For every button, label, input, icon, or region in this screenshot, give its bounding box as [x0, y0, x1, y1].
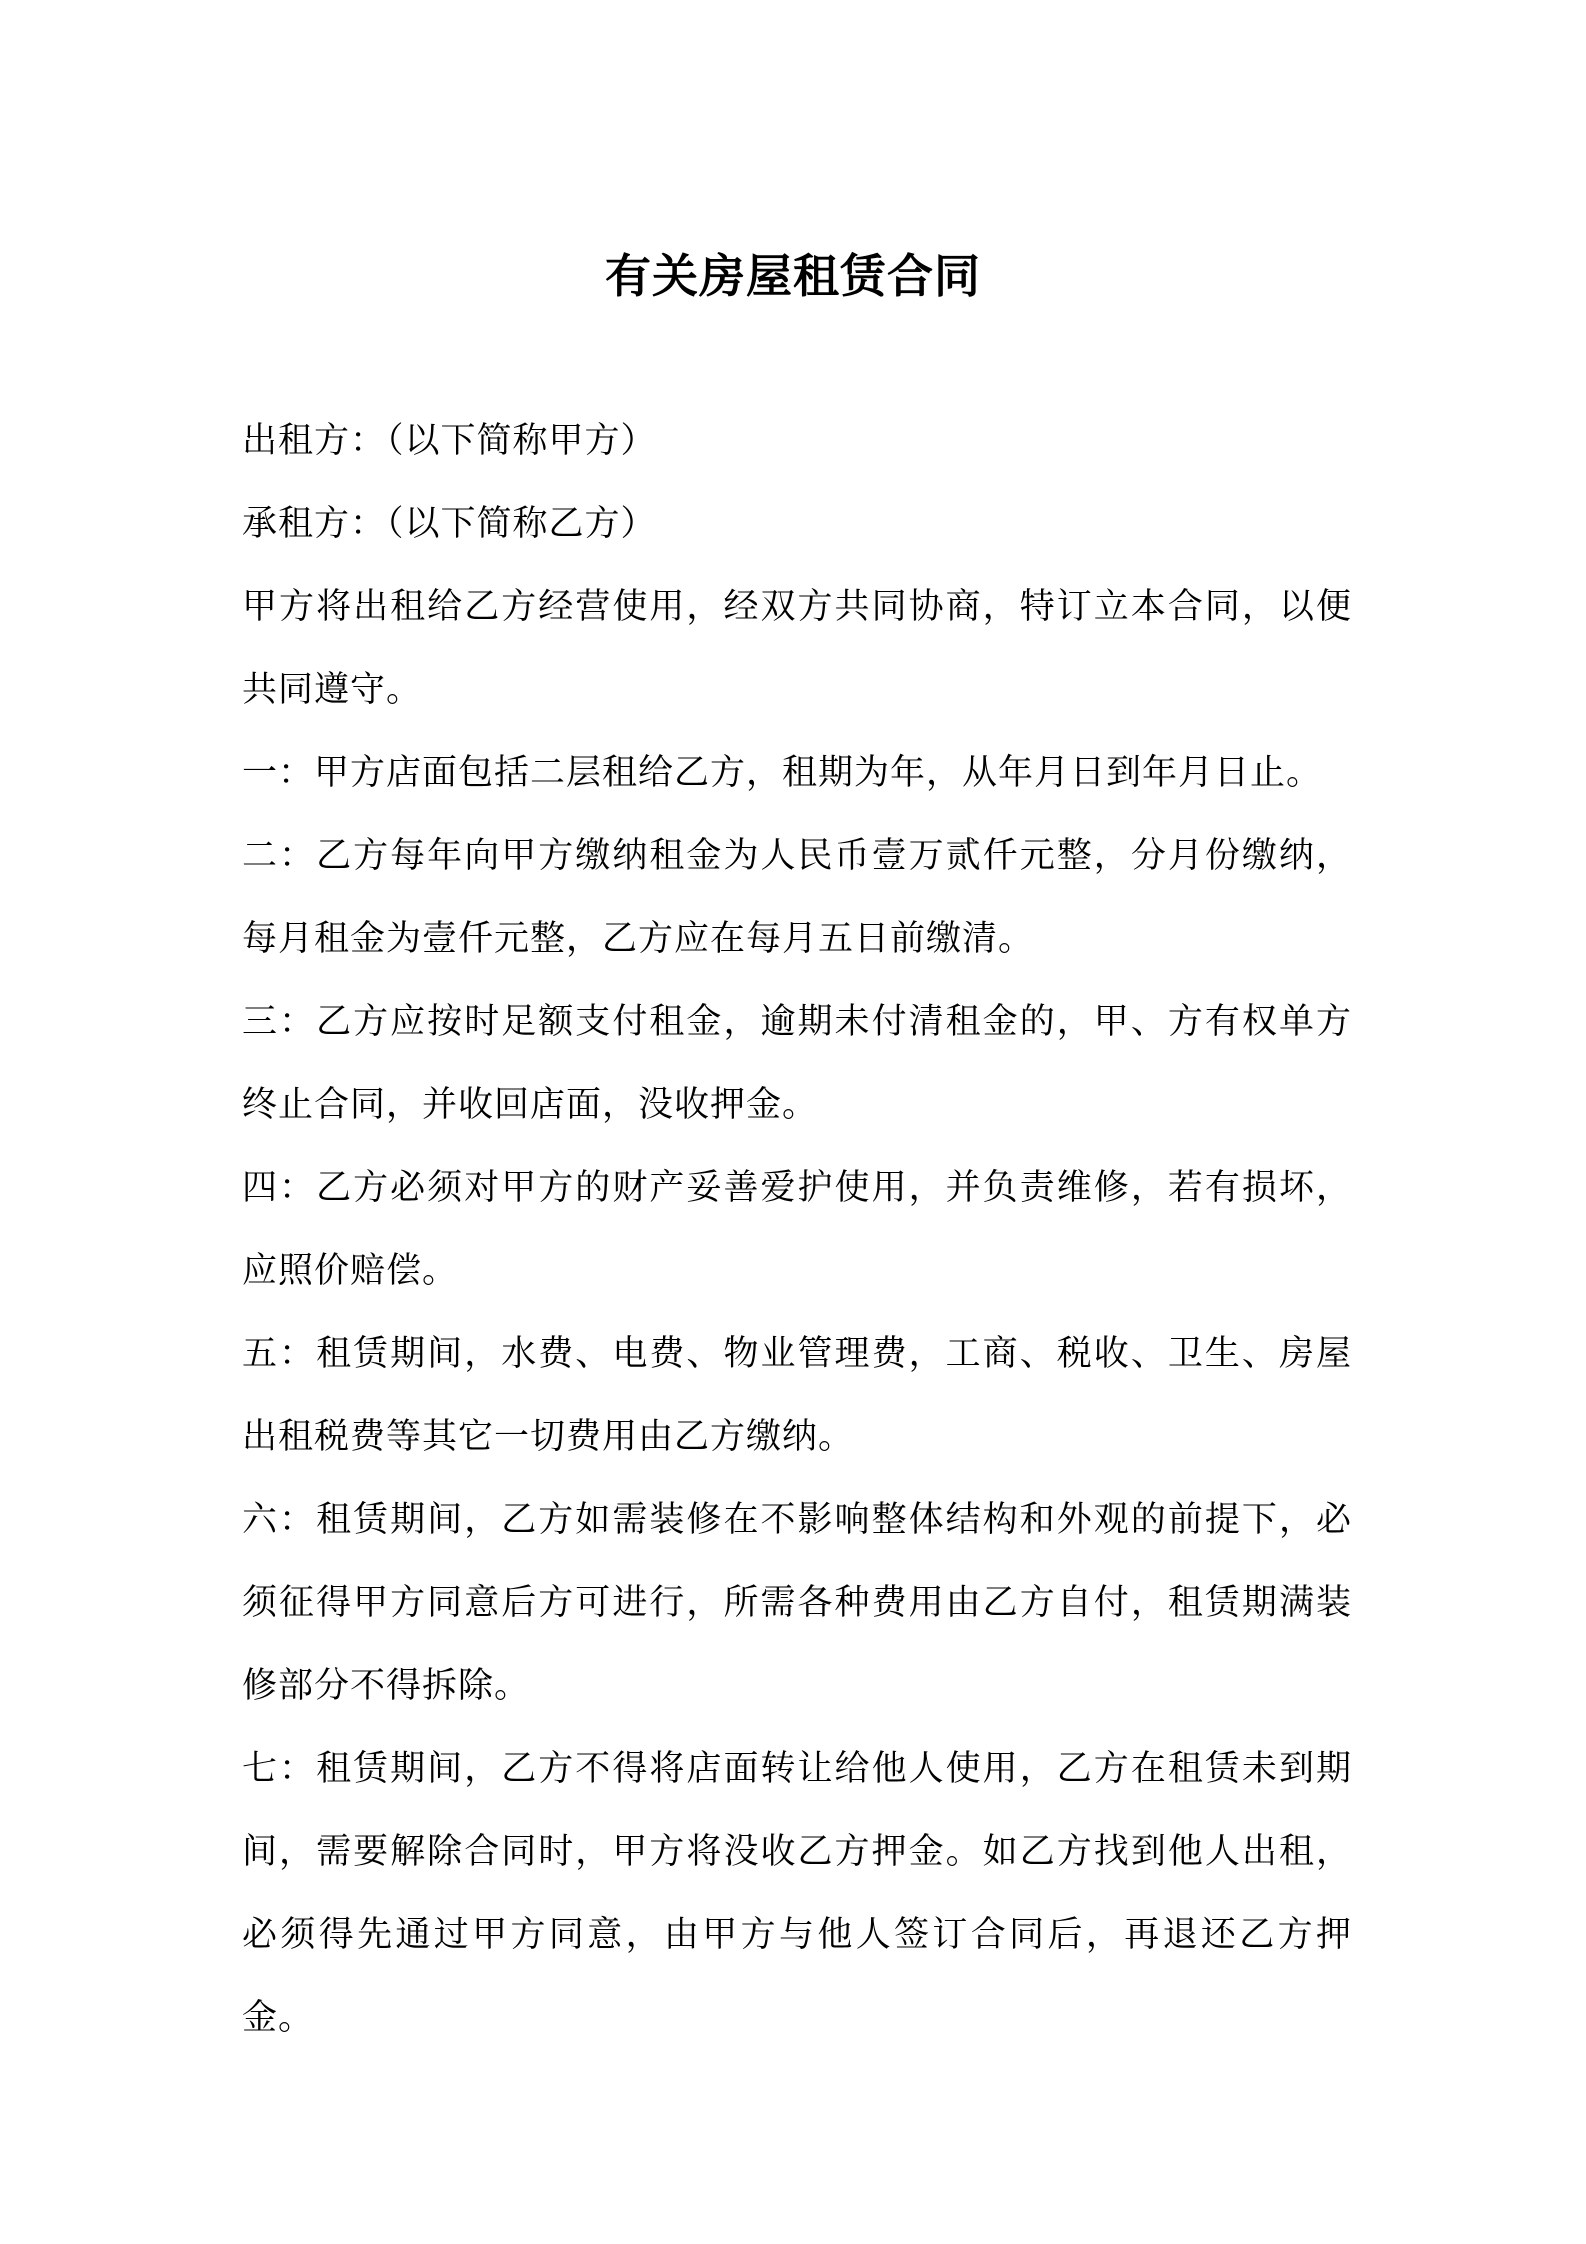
clause-3: 三：乙方应按时足额支付租金，逾期未付清租金的，甲、方有权单方终止合同，并收回店面，没收押金。	[242, 1002, 1352, 1125]
document-body	[242, 400, 1352, 2060]
clause-7: 七：租赁期间，乙方不得将店面转让给他人使用，乙方在租赁未到期间，需要解除合同时，甲方将没收乙方押金。如乙方找到他人出租，必须得先通过甲方同意，由甲方与他人签订合同后，再退还乙方押金。	[242, 1749, 1352, 2038]
clause-5: 五：租赁期间，水费、电费、物业管理费，工商、税收、卫生、房屋出租税费等其它一切费用由乙方缴纳。	[242, 1334, 1352, 1457]
clause-6: 六：租赁期间，乙方如需装修在不影响整体结构和外观的前提下，必须征得甲方同意后方可进行，所需各种费用由乙方自付，租赁期满装修部分不得拆除。	[242, 1500, 1352, 1706]
document-title: 有关房屋租赁合同	[605, 248, 981, 303]
clause-2: 二：乙方每年向甲方缴纳租金为人民币壹万贰仟元整，分月份缴纳，每月租金为壹仟元整，乙方应在每月五日前缴清。	[242, 836, 1352, 959]
lessor-line: 出租方：（以下简称甲方）	[242, 421, 657, 461]
lessee-line: 承租方：（以下简称乙方）	[242, 504, 657, 544]
preamble-paragraph: 甲方将出租给乙方经营使用，经双方共同协商，特订立本合同，以便共同遵守。	[242, 587, 1352, 710]
clause-1: 一：甲方店面包括二层租给乙方，租期为年，从年月日到年月日止。	[242, 753, 1323, 793]
clause-4: 四：乙方必须对甲方的财产妥善爱护使用，并负责维修，若有损坏，应照价赔偿。	[242, 1168, 1352, 1291]
